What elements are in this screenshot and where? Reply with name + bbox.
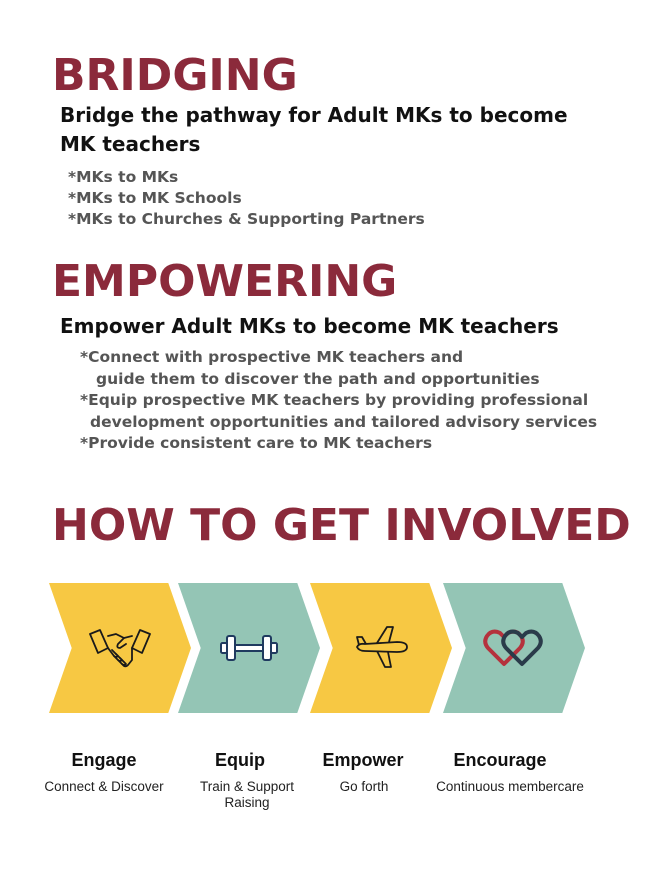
dumbbell-icon — [219, 631, 279, 665]
step-desc-empower: Go forth — [339, 779, 389, 794]
engage-arrow — [49, 583, 191, 713]
step-title-encourage: Encourage — [453, 750, 547, 770]
list-item-line: *Equip prospective MK teachers by providing professional — [80, 391, 589, 409]
list-item-line: development opportunities and tailored advisory services — [90, 412, 598, 431]
equip-arrow — [178, 583, 320, 713]
bridging-heading: BRIDGING — [52, 50, 298, 101]
list-item-line: guide them to discover the path and opportunities — [96, 369, 540, 388]
hearts-icon — [482, 626, 546, 670]
list-item — [80, 347, 597, 390]
list-item-line: *Connect with prospective MK teachers and — [80, 348, 464, 366]
empowering-heading: EMPOWERING — [52, 256, 398, 307]
list-item: *MKs to MKs — [68, 168, 179, 186]
step-desc-line: Train & Support — [199, 779, 295, 794]
step-desc-engage: Connect & Discover — [44, 779, 164, 794]
encourage-arrow — [443, 583, 585, 713]
step-desc-line: Raising — [224, 795, 270, 810]
step-title-equip: Equip — [215, 750, 265, 770]
list-item — [80, 433, 597, 455]
step-title-engage: Engage — [71, 750, 137, 770]
list-item: *MKs to MK Schools — [68, 189, 242, 207]
airplane-icon — [351, 623, 411, 673]
list-item — [80, 390, 597, 433]
list-item-line: *Provide consistent care to MK teachers — [80, 434, 433, 452]
involved-heading: HOW TO GET INVOLVED — [52, 500, 631, 551]
step-desc-encourage: Continuous membercare — [436, 779, 584, 794]
empowering-subheading: Empower Adult MKs to become MK teachers — [60, 314, 559, 338]
list-item: *MKs to Churches & Supporting Partners — [68, 210, 425, 228]
empower-arrow — [310, 583, 452, 713]
handshake-icon — [88, 626, 152, 670]
empowering-list — [80, 347, 597, 455]
bridging-list — [68, 167, 425, 230]
step-title-empower: Empower — [322, 750, 404, 770]
bridging-subheading: Bridge the pathway for Adult MKs to become MK teachers — [60, 103, 568, 156]
